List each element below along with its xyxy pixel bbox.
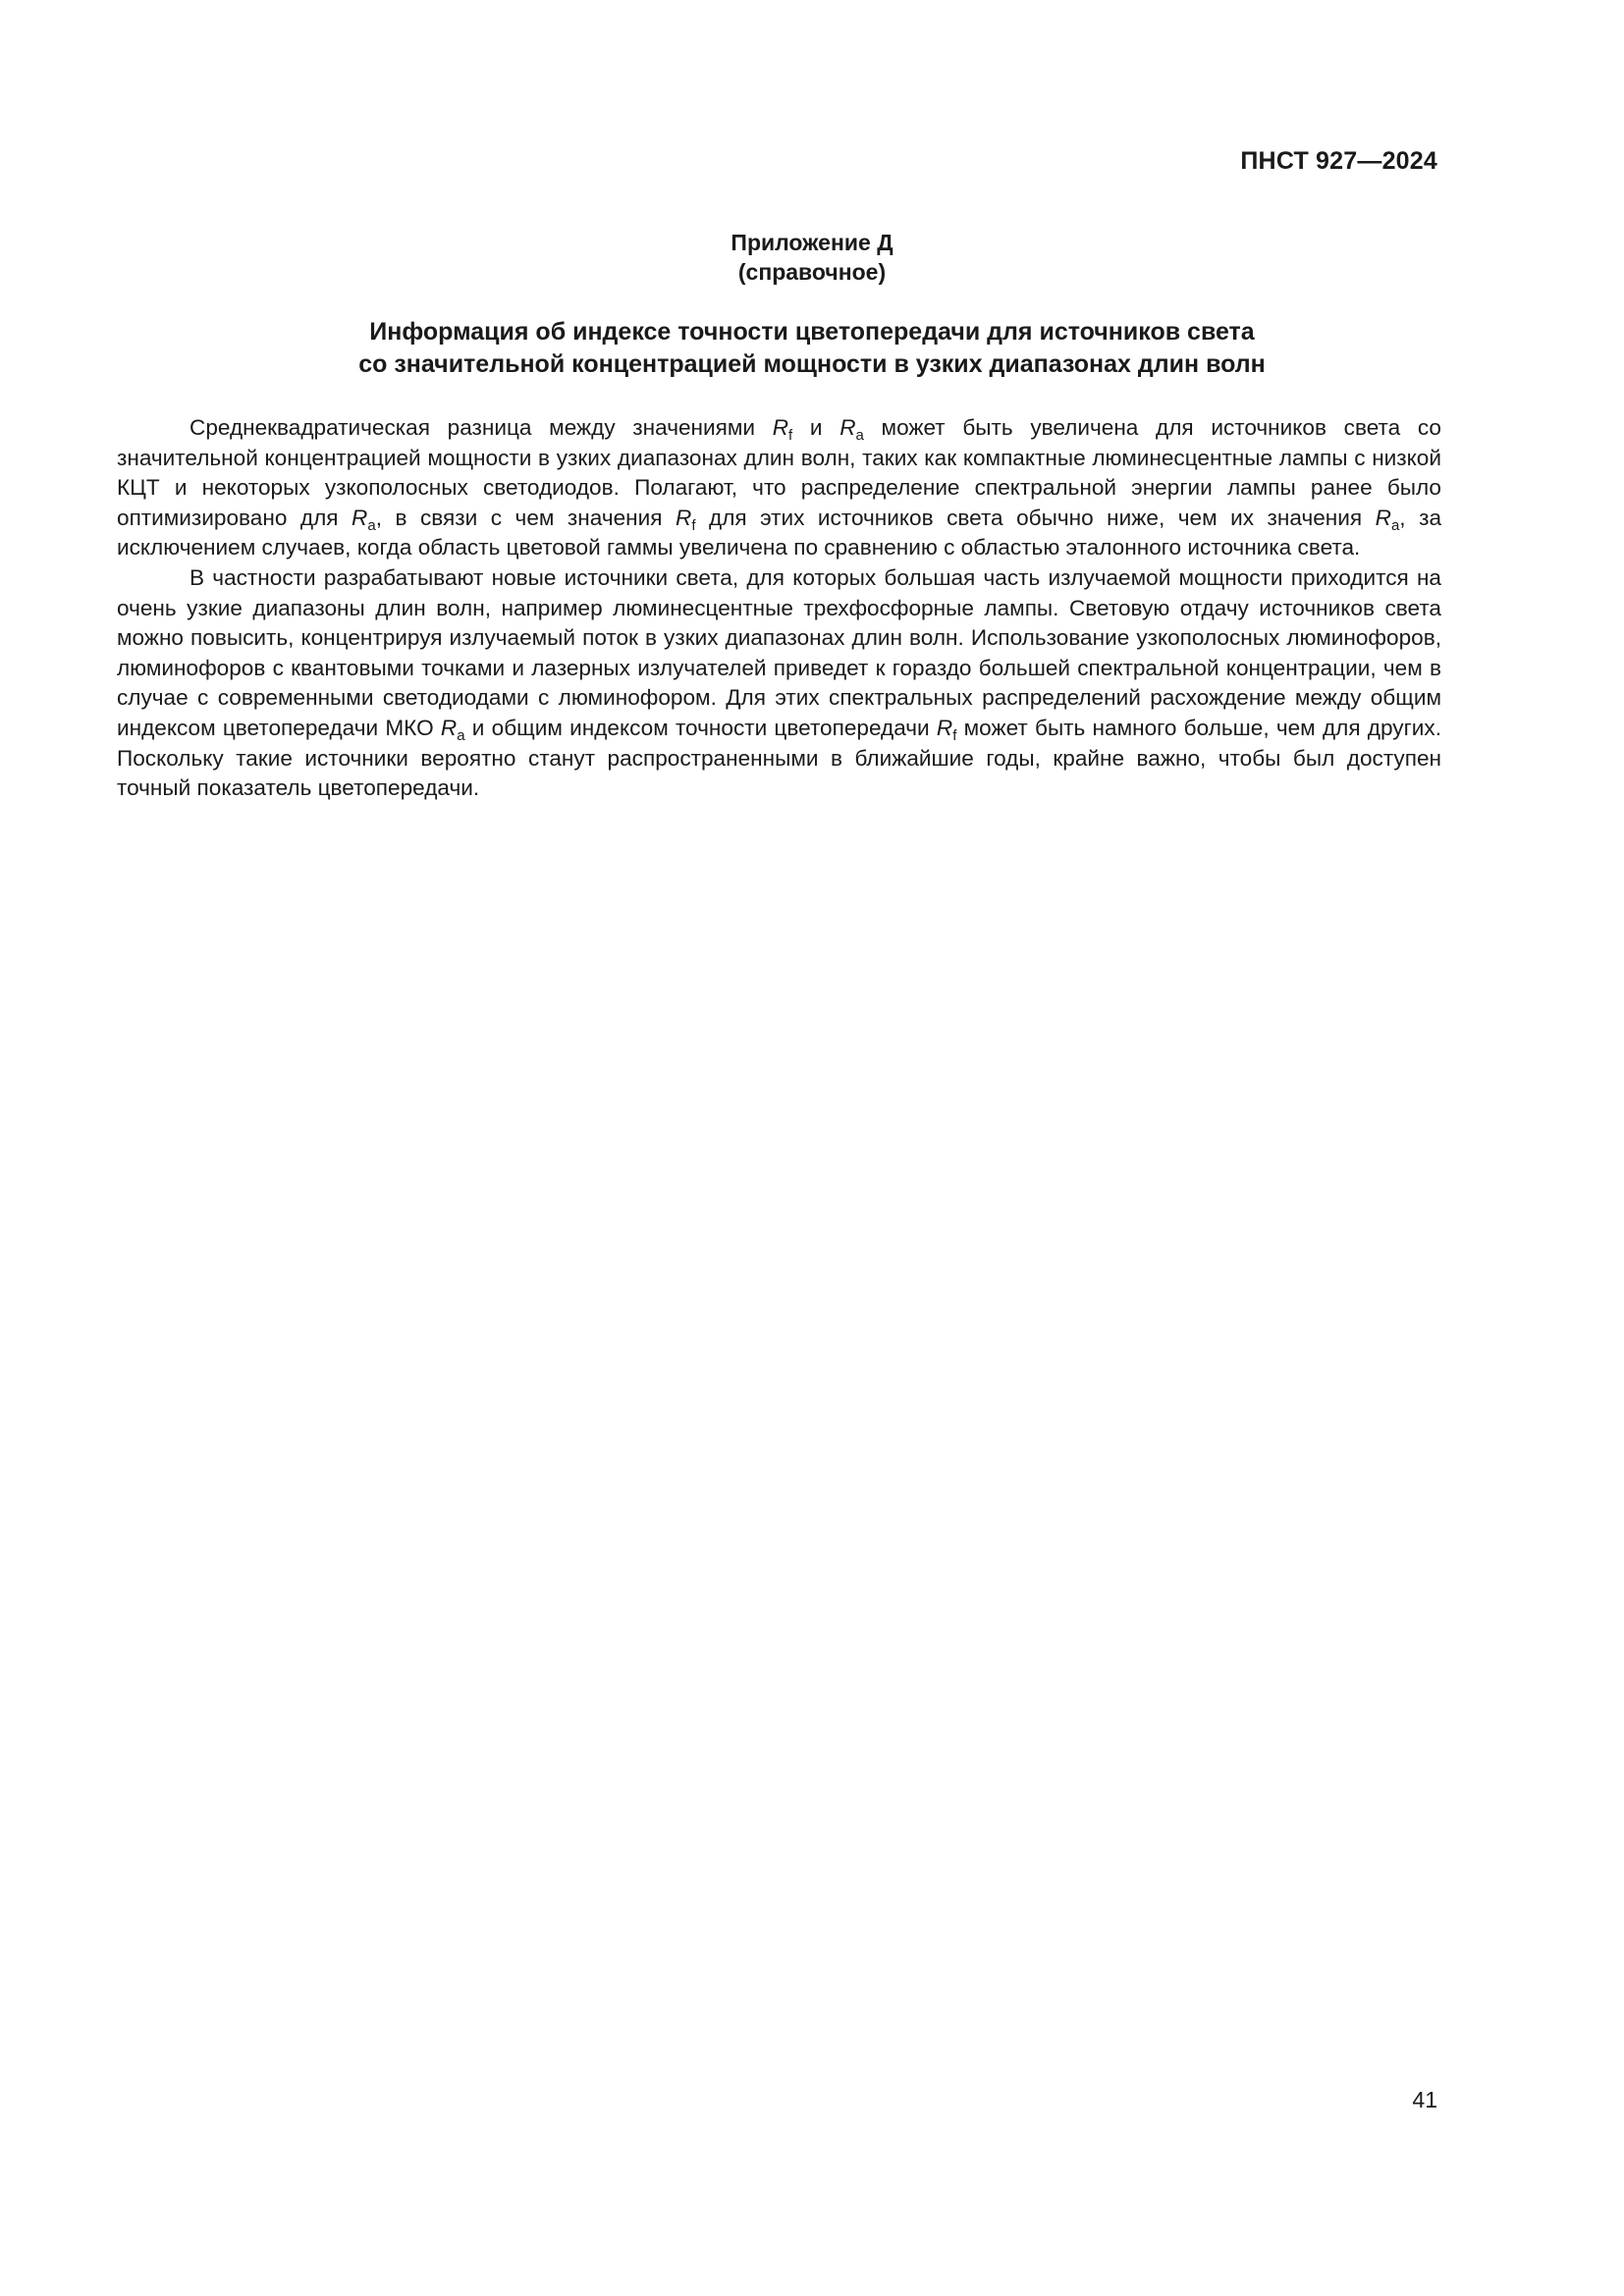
paragraph-2 (117, 563, 1441, 804)
document-code: ПНСТ 927—2024 (1240, 147, 1437, 175)
p2-text-1: В частности разрабатывают новые источники света, для которых большая часть излучаемой мощности приходится на очень узкие диапазоны длин волн, например люминесцентные трехфосфорные лампы. Световую отдачу источников света можно повысить, концентрируя излучаемый поток в узких диапазонах длин волн. Использование узкополосных люминофоров, люминофоров с квантовыми точками и лазерных излучателей приведет к гораздо большей спектральной концентрации, чем в случае с современными светодиодами с люминофором. Для этих спектральных распределений расхождение между общим индексом цветопередачи МКО (117, 564, 1441, 740)
symbol-ra: $R_a$ (1375, 505, 1400, 534)
p1-text-3: может быть увеличена для источников света со значительной концентрацией мощности в узких диапазонах длин волн, таких как компактные люминесцентные лампы с низкой КЦТ и некоторых узкополосных светодиодов. Полагают, что распределение спектральной энергии лампы ранее было оптимизировано для (117, 415, 1441, 530)
p1-text-4: , в связи с чем значения (375, 505, 677, 530)
body-text (117, 413, 1441, 804)
symbol-ra: $R_a$ (440, 715, 465, 744)
symbol-rf: $R_f$ (676, 505, 696, 534)
section-title (0, 316, 1624, 381)
p1-text-1: Среднеквадратическая разница между значениями (189, 415, 773, 440)
p1-text-2: и (792, 415, 840, 440)
p1-text-6: , за исключением случаев, когда область цветовой гаммы увеличена по сравнению с областью эталонного источника света. (117, 505, 1442, 561)
paragraph-1 (117, 413, 1441, 563)
section-title-line-2: со значительной концентрацией мощности в узких диапазонах длин волн (358, 350, 1266, 378)
appendix-heading (0, 228, 1624, 287)
page-number: 41 (1412, 2087, 1437, 2112)
symbol-rf: $R_f$ (936, 715, 957, 744)
p2-text-3: может быть намного больше, чем для других. Поскольку такие источники вероятно станут распространенными в ближайшие годы, крайне важно, чтобы был доступен точный показатель цветопередачи. (117, 715, 1442, 801)
appendix-type: (справочное) (737, 259, 887, 285)
symbol-ra: $R_a$ (839, 415, 864, 444)
symbol-rf: $R_f$ (772, 415, 793, 444)
section-title-line-1: Информация об индексе точности цветопередачи для источников света (369, 318, 1255, 346)
symbol-ra: $R_a$ (352, 505, 376, 534)
appendix-label: Приложение Д (731, 230, 893, 255)
p2-text-2: и общим индексом точности цветопередачи (464, 715, 937, 740)
p1-text-5: для этих источников света обычно ниже, чем их значения (695, 505, 1376, 530)
